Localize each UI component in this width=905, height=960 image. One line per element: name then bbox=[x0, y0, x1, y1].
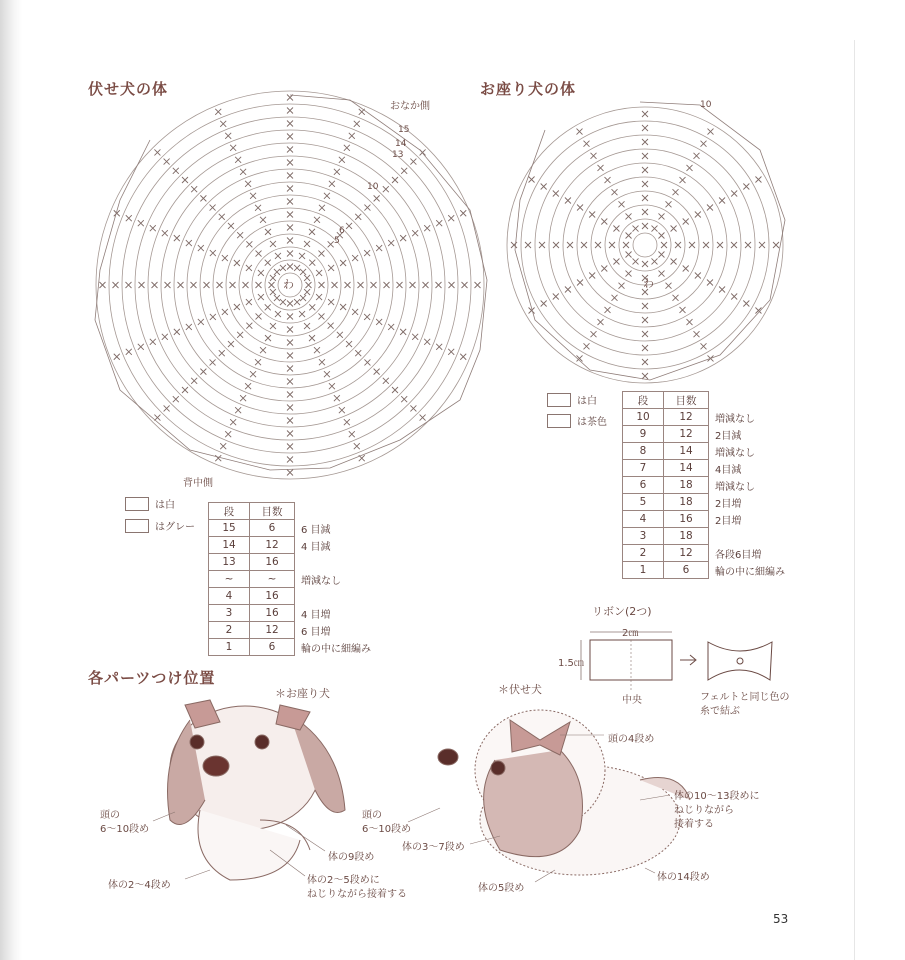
table-row: 1 6 輪の中に細編み bbox=[623, 562, 806, 579]
right-center-ring: わ bbox=[643, 277, 654, 290]
table-row: 5 18 2目増 bbox=[623, 494, 806, 511]
header-stitches: 目数 bbox=[250, 503, 295, 520]
ribbon-height: 1.5㎝ bbox=[558, 658, 584, 669]
table-row: 6 18 増減なし bbox=[623, 477, 806, 494]
sit-body9-label: 体の9段め bbox=[328, 852, 375, 863]
round-num: 6 bbox=[339, 226, 345, 236]
lie-body5-label: 体の5段め bbox=[478, 883, 525, 894]
sit-body24-label: 体の2〜4段め bbox=[108, 880, 171, 891]
page-number: 53 bbox=[773, 912, 789, 926]
table-row: 4 16 2目増 bbox=[623, 511, 806, 528]
parts-title: 各パーツつけ位置 bbox=[88, 669, 216, 687]
round-num: 10 bbox=[700, 100, 712, 110]
lie-head-label: 6〜10段め bbox=[362, 824, 412, 835]
sit-head-label: 6〜10段め bbox=[100, 824, 150, 835]
left-center-ring: わ bbox=[283, 278, 294, 291]
label-belly-side: おなか側 bbox=[390, 101, 430, 112]
header-stitches: 目数 bbox=[664, 392, 709, 409]
ribbon-center: 中央 bbox=[622, 695, 642, 706]
ribbon-note: 糸で結ぶ bbox=[700, 706, 740, 717]
round-num: 10 bbox=[367, 182, 379, 192]
table-row: 4 16 bbox=[209, 588, 392, 605]
label-back-side: 背中側 bbox=[183, 478, 213, 489]
lying-dog-title: ＊伏せ犬 bbox=[498, 683, 542, 696]
sitting-dog-title: ＊お座り犬 bbox=[275, 687, 330, 700]
sit-body25-label: ねじりながら接着する bbox=[307, 889, 407, 900]
sit-body25-label: 体の2〜5段めに bbox=[307, 875, 380, 886]
ribbon-width: 2㎝ bbox=[622, 628, 639, 639]
header-round: 段 bbox=[209, 503, 250, 520]
table-row: 3 18 bbox=[623, 528, 806, 545]
lie-body1013-label: 体の10〜13段めに bbox=[674, 791, 760, 802]
table-row: 3 16 4 目増 bbox=[209, 605, 392, 622]
table-row: 10 12 増減なし bbox=[623, 409, 806, 426]
right-chart-title: お座り犬の体 bbox=[480, 80, 577, 98]
sitting-dog bbox=[168, 700, 346, 880]
sit-head-label: 頭の bbox=[100, 810, 120, 821]
lie-head-label: 頭の bbox=[362, 810, 382, 821]
round-num: 5 bbox=[334, 236, 340, 246]
lie-body37-label: 体の3〜7段め bbox=[402, 842, 465, 853]
lie-body1013-label: ねじりながら bbox=[674, 805, 734, 816]
table-row: 1 6 輪の中に細編み bbox=[209, 639, 392, 656]
legend-label: は白 bbox=[577, 396, 597, 407]
table-row: 13 16 bbox=[209, 554, 392, 571]
table-row: 15 6 6 目減 bbox=[209, 520, 392, 537]
lie-body1013-label: 接着する bbox=[674, 819, 714, 830]
ribbon-note: フェルトと同じ色の bbox=[700, 692, 790, 703]
left-chart-title: 伏せ犬の体 bbox=[88, 80, 169, 98]
legend-label: はグレー bbox=[155, 522, 195, 533]
table-row: 7 14 4目減 bbox=[623, 460, 806, 477]
ribbon-title: リボン(2つ) bbox=[592, 605, 652, 618]
table-row: 9 12 2目減 bbox=[623, 426, 806, 443]
round-num: 14 bbox=[395, 139, 407, 149]
lie-head4-label: 頭の4段め bbox=[608, 734, 655, 745]
legend-label: は白 bbox=[155, 500, 175, 511]
table-row: 14 12 4 目減 bbox=[209, 537, 392, 554]
header-round: 段 bbox=[623, 392, 664, 409]
lie-body14-label: 体の14段め bbox=[657, 872, 710, 883]
table-row: 8 14 増減なし bbox=[623, 443, 806, 460]
table-row: ~ ~ 増減なし bbox=[209, 571, 392, 588]
table-row: 2 12 各段6目増 bbox=[623, 545, 806, 562]
legend-label: は茶色 bbox=[577, 417, 607, 428]
table-row: 2 12 6 目増 bbox=[209, 622, 392, 639]
round-num: 13 bbox=[392, 150, 404, 160]
round-num: 15 bbox=[398, 125, 410, 135]
